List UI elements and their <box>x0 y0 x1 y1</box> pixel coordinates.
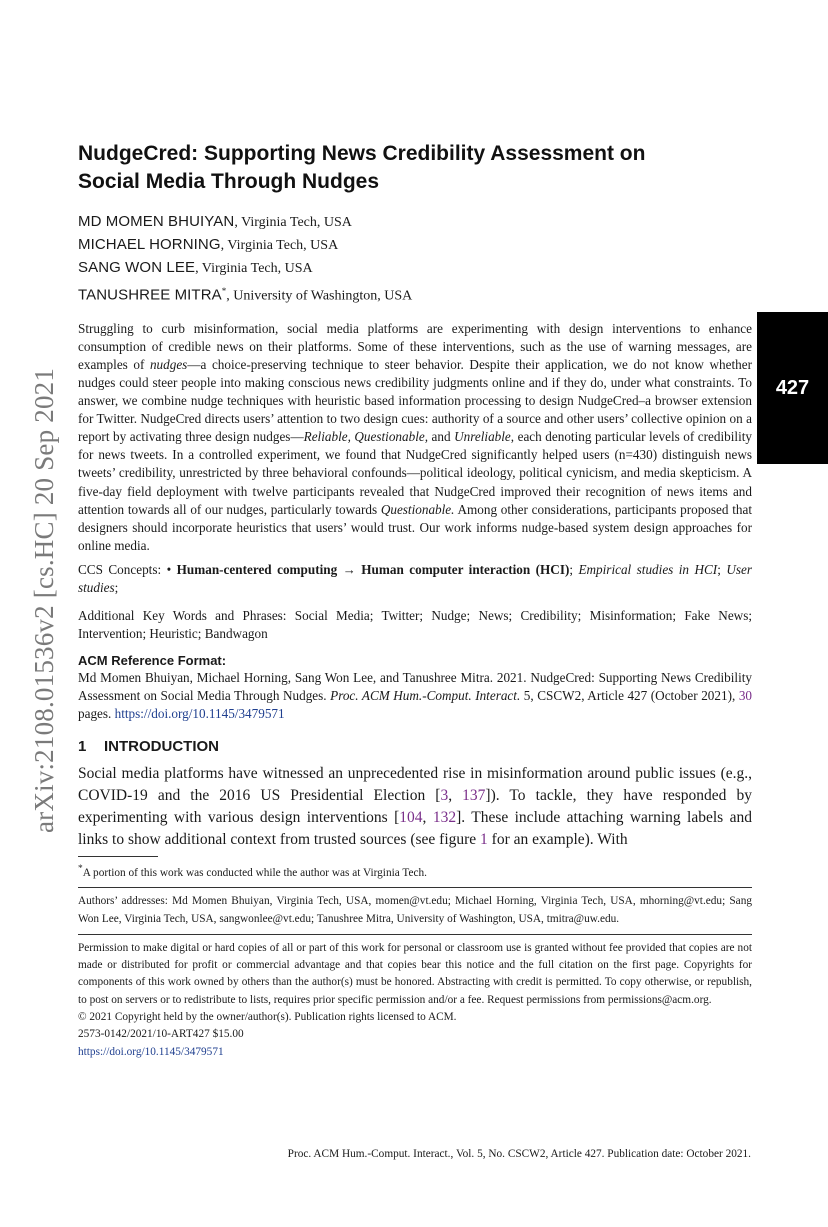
author-affiliation: , University of Washington, USA <box>226 288 413 304</box>
running-footer: Proc. ACM Hum.-Comput. Interact., Vol. 5, No. CSCW2, Article 427. Publication date: October 2021. <box>287 1148 751 1160</box>
copyright-notice: © 2021 Copyright held by the owner/author(s). Publication rights licensed to ACM. <box>78 1011 457 1024</box>
ccs-prefix: CCS Concepts: • <box>78 561 177 577</box>
footnote <box>78 861 752 881</box>
reference-citation: 5, CSCW2, Article 427 (October 2021), <box>520 688 739 704</box>
reference-doi-link[interactable]: https://doi.org/10.1145/3479571 <box>114 706 285 722</box>
keywords: Additional Key Words and Phrases: Social Media; Twitter; Nudge; News; Credibility; Misinformation; Fake News; Intervention; Heuristic; Bandwagon <box>78 608 752 642</box>
author-entry <box>78 257 752 280</box>
arxiv-identifier-stamp: arXiv:2108.01536v2 [cs.HC] 20 Sep 2021 <box>29 367 59 833</box>
article-number: 427 <box>775 376 810 399</box>
ccs-separator: ; <box>114 579 119 595</box>
introduction-paragraph <box>78 763 752 851</box>
body-text: for an example). With <box>487 830 628 848</box>
abstract-text: Among other considerations, participants proposed that designers should incorporate heuristics that users’ would trust. Our work informs nudge-based system design approaches for online media. <box>78 501 752 553</box>
abstract-emphasis: Unreliable <box>454 429 511 445</box>
section-title: INTRODUCTION <box>104 737 219 755</box>
author-affiliation: , Virginia Tech, USA <box>234 215 352 230</box>
abstract-emphasis: nudges <box>149 356 188 372</box>
acm-reference-format <box>78 652 752 723</box>
addresses-divider <box>78 887 752 888</box>
ccs-separator: ; <box>569 561 579 577</box>
permission-notice: Permission to make digital or hard copies of all or part of this work for personal or classroom use is granted without fee provided that copies are not made or distributed for profit or commercial advantage and that copies bear this notice and the full citation on the first page. Copyrights for components of this work owned by others than the author(s) must be honored. Abstracting with credit is permitted. To copy otherwise, or republish, to post on servers or to redistribute to lists, requires prior specific permission and/or a fee. Request permissions from permissions@acm.org. <box>78 941 752 1006</box>
footnote-divider <box>78 856 158 857</box>
body-text: ]. These include attaching warning labels and links to show additional context from trusted sources (see figure <box>78 808 752 848</box>
author-affiliation: , Virginia Tech, USA <box>220 238 339 253</box>
body-text: ]). To tackle, they have responded by experimenting with various design interventions [ <box>78 786 753 826</box>
reference-citation: Md Momen Bhuiyan, Michael Horning, Sang Won Lee, and Tanushree Mitra. 2021. NudgeCred: Supporting News Credibility Assessment on Social Media Through Nudges. <box>78 670 752 704</box>
reference-pages-link[interactable]: 30 <box>738 688 752 704</box>
ccs-concepts <box>78 561 752 597</box>
paper-first-page <box>78 140 752 1061</box>
reference-journal: Proc. ACM Hum.-Comput. Interact. <box>330 688 521 704</box>
paper-title <box>78 140 752 196</box>
body-text: Social media platforms have witnessed an unprecedented rise in misinformation around public issues (e.g., COVID-19 and the 2016 US Presidential Election [ <box>78 764 752 804</box>
author-name: TANUSHREE MITRA <box>78 286 222 304</box>
author-list <box>78 211 752 308</box>
ccs-separator: ; <box>717 561 727 577</box>
footer-doi-link[interactable]: https://doi.org/10.1145/3479571 <box>78 1045 224 1058</box>
ccs-concept: Empirical studies in HCI <box>578 561 718 577</box>
reference-citation: pages. <box>78 706 115 722</box>
footnote-mark: * <box>78 863 83 874</box>
title-line-2: Social Media Through Nudges <box>78 170 380 193</box>
section-heading <box>78 737 752 757</box>
issn-line: 2573-0142/2021/10-ART427 $15.00 <box>78 1028 244 1041</box>
citation-link[interactable]: 104 <box>399 808 423 826</box>
author-entry <box>78 280 752 308</box>
citation-link[interactable]: 132 <box>432 808 457 826</box>
abstract-text: —a choice-preserving technique to steer behavior. Despite their application, we do not know whether nudges could steer people into making conscious news credibility judgments online and if they do, under what constraints. To answer, we combine nudge techniques with heuristic based information processing to design NudgeCred–a browser extension for Twitter. NudgeCred directs users’ attention to two design cues: authority of a source and other users’ collective opinion on a report by activating three design nudges— <box>78 356 752 445</box>
reference-heading: ACM Reference Format: <box>78 653 227 669</box>
abstract <box>78 320 752 555</box>
body-text: , <box>448 786 463 804</box>
abstract-emphasis: Reliable, Questionable, <box>303 429 429 445</box>
title-line-1: NudgeCred: Supporting News Credibility Assessment on <box>78 142 646 165</box>
abstract-text: and <box>428 429 455 445</box>
footnote-mark: * <box>221 286 227 296</box>
citation-link[interactable]: 3 <box>440 786 449 804</box>
footnote-text: A portion of this work was conducted while the author was at Virginia Tech. <box>82 866 427 879</box>
author-entry <box>78 234 752 257</box>
citation-link[interactable]: 137 <box>462 786 486 804</box>
body-text: , <box>422 808 433 826</box>
author-addresses: Authors’ addresses: Md Momen Bhuiyan, Virginia Tech, USA, momen@vt.edu; Michael Horning, Virginia Tech, USA, mhorning@vt.edu; Sang Won Lee, Virginia Tech, USA, sangwonlee@vt.edu; Tanushree Mitra, University of Washington, USA, tmitra@uw.edu. <box>78 895 752 925</box>
ccs-concept: User studies <box>78 561 752 595</box>
article-number-tab <box>757 312 828 464</box>
author-entry <box>78 211 752 234</box>
figure-reference-link[interactable]: 1 <box>480 830 488 848</box>
reference-text <box>78 669 752 723</box>
author-affiliation: , Virginia Tech, USA <box>195 261 313 276</box>
permission-divider <box>78 934 752 935</box>
author-name: MICHAEL HORNING <box>78 236 221 253</box>
abstract-emphasis: Questionable. <box>380 501 455 517</box>
ccs-primary-concept: Human-centered computing → Human computer interaction (HCI) <box>176 561 570 577</box>
author-name: MD MOMEN BHUIYAN <box>78 213 235 230</box>
abstract-text: Struggling to curb misinformation, social media platforms are experimenting with design interventions to enhance consumption of credible news on their platforms. Some of these interventions, such as the use of warning messages, are examples of <box>78 320 752 372</box>
section-number: 1 <box>78 737 87 755</box>
abstract-text: , each denoting particular levels of credibility for news tweets. In a controlled experiment, we found that NudgeCred significantly helped users (n=430) distinguish news tweets’ credibility, unrestricted by three behavioral confounds—political ideology, political cynicism, and media skepticism. A five-day field deployment with twelve participants revealed that NudgeCred improved their recognition of news items and attention towards all of our nudges, particularly towards <box>78 429 752 517</box>
author-name: SANG WON LEE <box>78 259 196 276</box>
